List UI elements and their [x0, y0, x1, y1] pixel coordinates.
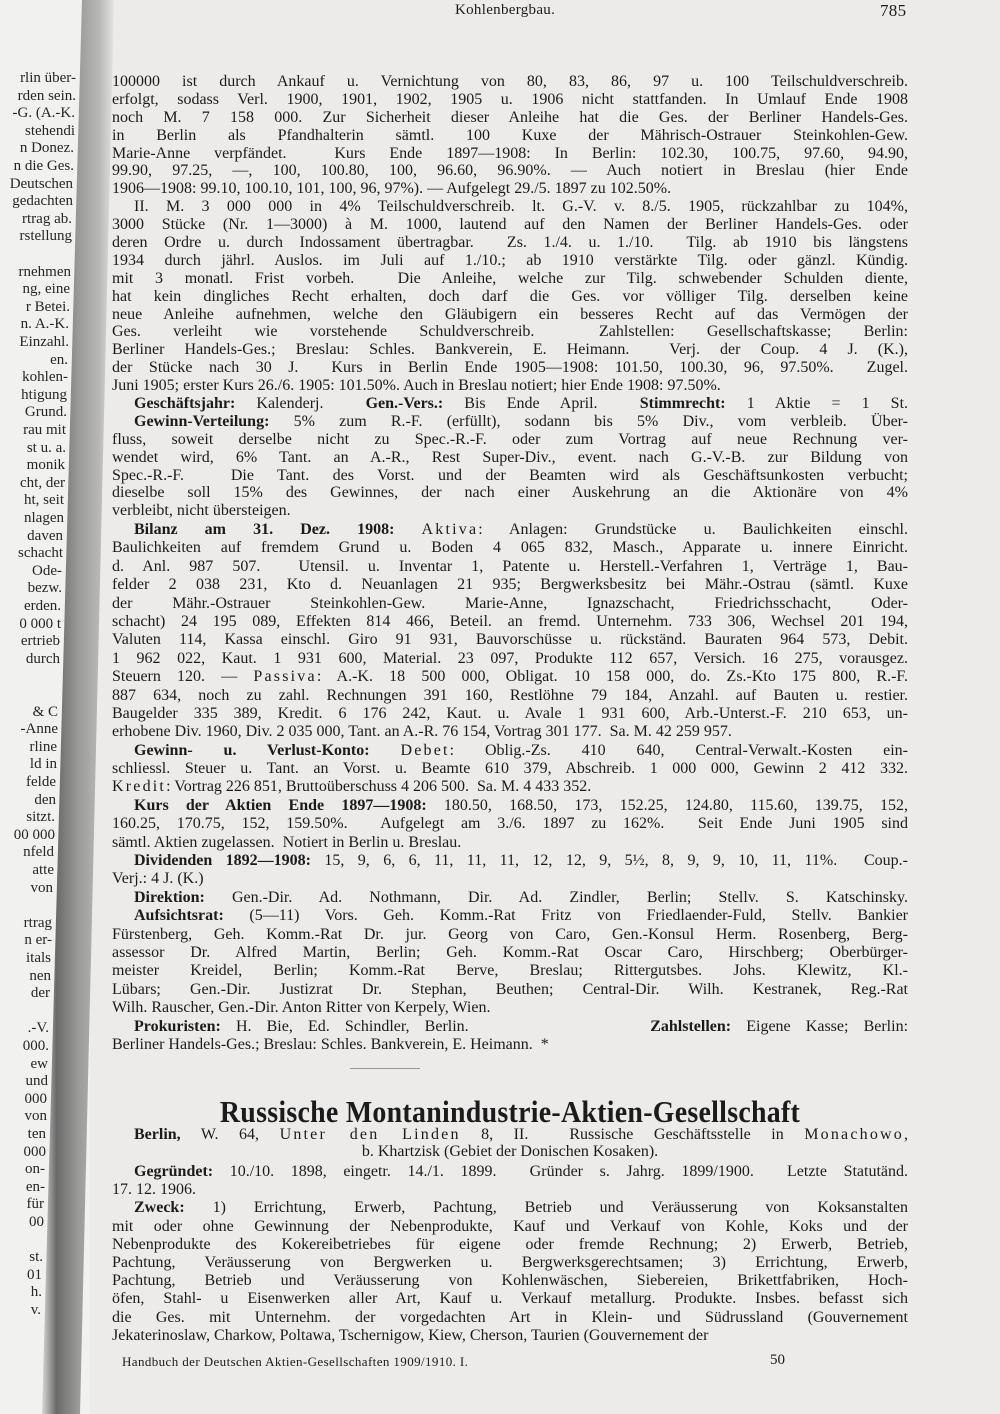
text-line — [112, 576, 908, 594]
field-label: Stimmrecht: — [639, 395, 726, 413]
text-line — [112, 127, 908, 145]
text-line — [112, 834, 908, 852]
text-line — [112, 1272, 908, 1290]
facing-page-fragment: ertrieb — [20, 633, 60, 650]
facing-page-fragment: stehendi — [25, 122, 75, 139]
text-line — [112, 613, 908, 631]
text-line — [112, 1327, 908, 1345]
text-segment: Passiva — [253, 668, 317, 686]
facing-page-fragment: rden sein. — [17, 87, 76, 104]
text-segment: Fürstenberg, Geh. Komm.-Rat Dr. jur. Georg von Caro, Gen.-Konsul Herm. Rosenberg, Berg- — [112, 925, 908, 943]
facing-page-fragment: en- — [25, 1178, 45, 1195]
text-segment: Pachtung, Veräusserung von Bergwerken u. Bergwerksgerechtsamen; 3) Errichtung, Erwerb, — [112, 1253, 908, 1271]
facing-page-fragment: von — [24, 1108, 47, 1125]
text-segment: 1934 durch jährl. Auslos. im Juli auf 1./10.; ab 1910 verstärkte Tilg. oder gänzl. Kündig. — [112, 251, 908, 269]
text-segment: 17. 12. 1906. — [112, 1181, 196, 1199]
facing-page-fragment: ng, eine — [22, 281, 70, 298]
text-line — [112, 631, 908, 649]
text-line — [112, 852, 908, 870]
text-line — [112, 595, 908, 613]
field-label: Gewinn- u. Verlust-Konto: — [134, 741, 370, 759]
text-line — [112, 395, 908, 413]
facing-page-fragment: st u. a. — [26, 439, 66, 456]
text-segment: Eigene Kasse; Berlin: — [731, 1017, 908, 1035]
text-line — [112, 668, 908, 686]
text-line — [112, 944, 908, 962]
text-segment: Kalenderj. — [235, 395, 366, 413]
text-line — [112, 1018, 908, 1036]
text-line — [112, 234, 908, 252]
text-line — [112, 359, 908, 377]
facing-page-fragment: rtrag ab. — [22, 210, 72, 227]
text-line — [112, 797, 908, 815]
text-segment: Gen.-Dir. Ad. Nothmann, Dir. Ad. Zindler, Berlin; Stellv. S. Katschinsky. — [204, 888, 908, 906]
text-line — [112, 323, 908, 341]
text-segment: 15, 9, 6, 6, 11, 11, 11, 12, 12, 9, 5½, 8, 9, 9, 10, 11, 11%. Coup.- — [310, 852, 908, 870]
text-segment: , — [904, 1126, 908, 1143]
facing-page-fragment: n die Ges. — [13, 158, 74, 174]
text-segment: Unter den Linden — [279, 1126, 461, 1143]
facing-page-fragment — [0, 1003, 50, 1021]
text-line — [112, 1290, 908, 1308]
text-line — [112, 687, 908, 705]
text-segment: verbleibt, nicht übersteigen. — [112, 502, 291, 520]
text-line — [112, 539, 908, 557]
facing-page-fragment: & C — [32, 703, 58, 720]
text-segment: Berliner Handels-Ges.; Breslau: Schles. Bankverein, E. Heimann. Verj. der Coup. 4 J. (K.), — [112, 341, 908, 359]
text-line — [112, 558, 908, 576]
text-line — [112, 252, 908, 270]
text-segment: : A.-K. 18 500 000, Obligat. 10 158 000, do. Zs.-Kto 175 800, R.-F. — [316, 668, 908, 686]
facing-page-fragment: sitzt. — [26, 809, 55, 826]
text-line — [112, 270, 908, 288]
field-label: Zahlstellen: — [650, 1017, 732, 1035]
text-segment: Pachtung, Betrieb und Veräusserung von Kohlenwäschen, Siebereien, Brikettfabriken, Hoch- — [112, 1272, 908, 1290]
text-segment: Nebenprodukte des Kokereibetriebes für eigene oder fremde Rechnung; 2) Erwerb, Betrieb, — [112, 1235, 908, 1253]
field-label: Aufsichtsrat: — [134, 907, 224, 925]
section-divider — [350, 1068, 420, 1069]
facing-page-fragment: rtrag — [23, 914, 52, 931]
facing-page-fragment: ht, seit — [24, 492, 64, 509]
facing-page-fragment: und — [25, 1073, 48, 1090]
facing-page-fragment: st. — [29, 1249, 43, 1266]
text-line — [112, 449, 908, 467]
text-segment: Jekaterinoslaw, Charkow, Poltawa, Tschernigow, Kiew, Cherson, Taurien (Gouvernement der — [112, 1326, 709, 1344]
field-label: Kurs der Aktien Ende 1897—1908: — [134, 796, 427, 814]
text-segment: Baulichkeiten auf fremdem Grund u. Boden 4 065 832, Masch., Apparate u. innere Einricht. — [112, 539, 908, 557]
text-line — [112, 1218, 908, 1236]
text-line — [112, 650, 908, 668]
facing-page-fragment: rnehmen — [18, 263, 71, 280]
text-segment: Valuten 114, Kassa einschl. Giro 91 931, Bauvorschüsse u. rückständ. Bauraten 964 573, Debit. — [112, 631, 908, 649]
facing-page-fragment: 01 — [27, 1266, 42, 1283]
text-line — [112, 1181, 908, 1199]
text-segment: W. 64, — [180, 1126, 280, 1143]
text-segment: (5—11) Vors. Geh. Komm.-Rat Fritz von Friedlaender-Fuld, Stellv. Bankier — [223, 907, 908, 925]
field-label: Prokuristen: — [134, 1017, 221, 1035]
text-segment: 1 Aktie = 1 St. — [725, 395, 908, 413]
field-label: Bilanz am 31. Dez. 1908: — [134, 521, 395, 538]
text-segment: d. Anl. 987 507. Utensil. u. Inventar 1, Patente u. Herstell.-Verfahren 1, Verträge 1, Bau- — [112, 557, 908, 575]
facing-page-fragment: 000 — [23, 1143, 46, 1160]
facing-page-fragment: felde — [26, 774, 56, 790]
text-segment: Bis Ende April. — [443, 395, 640, 413]
text-line — [112, 926, 908, 944]
text-line — [112, 431, 908, 449]
text-line — [112, 1254, 908, 1272]
text-segment: Monachowo — [804, 1126, 905, 1143]
field-label: Direktion: — [134, 888, 205, 906]
facing-page-fragment: schacht — [18, 545, 63, 562]
field-label: Gegründet: — [134, 1163, 214, 1180]
text-segment: der Mähr.-Ostrauer Steinkohlen-Gew. Marie-Anne, Ignazschacht, Friedrichsschacht, Oder- — [112, 594, 908, 612]
text-segment: 100000 ist durch Ankauf u. Vernichtung von 80, 83, 86, 97 u. 100 Teilschuldverschreib. — [112, 73, 908, 90]
text-line — [112, 1143, 908, 1160]
facing-page-fragment: gedachten — [12, 193, 73, 210]
facing-page-fragment: der — [30, 985, 50, 1002]
text-line — [112, 999, 908, 1017]
text-line — [112, 1236, 908, 1254]
text-segment: : Oblig.-Zs. 410 640, Central-Verwalt.-Kosten ein- — [449, 741, 908, 759]
text-segment: Kredit — [112, 778, 167, 796]
text-line — [112, 742, 908, 760]
company-address — [112, 1126, 908, 1160]
text-segment: 887 634, noch zu zahl. Rechnungen 391 160, Restlöhne 79 184, Anzahl. auf Bauten u. restier. — [112, 686, 908, 704]
text-line — [112, 1199, 908, 1217]
facing-page-fragment: 000. — [22, 1038, 49, 1054]
text-line — [112, 870, 908, 888]
text-line — [112, 502, 908, 520]
facing-page-fragment: cht, der — [20, 474, 65, 491]
text-segment: 99.90, 97.25, —, 100, 100.80, 100, 96.60, 96.90%. — Auch notiert in Breslau (hier Ende — [112, 162, 908, 180]
text-segment: erfolgt, sodass Verl. 1900, 1901, 1902, 1905 u. 1906 nicht stattfanden. In Umlauf Ende 1908 — [112, 90, 908, 108]
text-line — [112, 962, 908, 980]
facing-page-fragment: rau mit — [23, 422, 66, 438]
text-segment: Baugelder 335 389, Kredit. 6 176 242, Kaut. u. Avale 1 931 600, Arb.-Unterst.-F. 210 653, un- — [112, 704, 908, 722]
facing-page-fragment: 000 — [24, 1090, 47, 1107]
facing-page-fragment: daven — [27, 527, 63, 544]
text-segment: noch M. 7 158 000. Zur Sicherheit dieser Anleihe hat die Ges. der Berliner Handels-Ges. — [112, 108, 908, 126]
text-segment — [370, 742, 401, 759]
company-text-continued — [112, 73, 908, 520]
facing-page-fragment: bezw. — [27, 580, 62, 597]
text-segment: : Vortrag 226 851, Bruttoüberschuss 4 206 500. Sa. M. 4 433 352. — [166, 778, 592, 796]
facing-page-fragment: nlagen — [24, 510, 64, 526]
field-label: Gewinn-Verteilung: — [134, 412, 270, 430]
facing-page-fragment: monik — [26, 457, 65, 474]
signature-mark: 50 — [770, 1352, 785, 1368]
text-segment: meister Kreidel, Berlin; Komm.-Rat Berve, Breslau; Rittergutsbes. Johs. Klewitz, Kl.- — [112, 962, 908, 980]
text-segment: 1) Errichtung, Erwerb, Pachtung, Betrieb und Veräusserung von Koksanstalten — [184, 1199, 908, 1217]
text-line — [112, 73, 908, 91]
text-segment: Spec.-R.-F. Die Tant. des Vorst. und der Beamten wird als Geschäftsunkosten verbucht; — [112, 466, 908, 484]
text-line — [112, 145, 908, 163]
facing-page-fragment — [0, 246, 71, 264]
text-segment: Berliner Handels-Ges.; Breslau: Schles. Bankverein, E. Heimann. * — [112, 1035, 549, 1053]
facing-page-fragment: Deutschen — [9, 175, 73, 192]
text-line — [112, 306, 908, 324]
text-segment: schacht) 24 195 089, Effekten 814 466, Beteil. an fremd. Unternehm. 733 306, Wechsel 201 194, — [112, 612, 908, 630]
text-segment: Debet — [400, 741, 450, 759]
running-header: Kohlenbergbau. — [455, 2, 556, 18]
text-segment: Marie-Anne verpfändet. Kurs Ende 1897—1908: In Berlin: 102.30, 100.75, 97.60, 94.90, — [112, 144, 908, 162]
text-line — [112, 907, 908, 925]
facing-page-fragment: atte — [32, 862, 54, 878]
facing-page-fragment: en. — [50, 351, 68, 368]
text-segment: erhobene Div. 1960, Div. 2 035 000, Tant. an A.-R. 76 154, Vortrag 301 177. Sa. M. 42 259 957. — [112, 723, 732, 741]
text-line — [112, 180, 908, 198]
facing-page-fragment: rline — [29, 738, 57, 755]
text-line — [112, 1126, 908, 1143]
facing-page-fragment: itals — [26, 950, 51, 966]
field-label: Gen.-Vers.: — [365, 395, 444, 413]
facing-page-fragment: kohlen- — [22, 369, 68, 386]
text-line — [112, 981, 908, 999]
page-footer: Handbuch der Deutschen Aktien-Gesellschaften 1909/1910. I. — [122, 1354, 469, 1369]
facing-page-fragment: r Betei. — [25, 298, 70, 315]
page-number: 785 — [880, 1, 907, 20]
text-segment: 10./10. 1898, eingetr. 14./1. 1899. Gründer s. Jahrg. 1899/1900. Letzte Statutänd. — [213, 1163, 908, 1180]
facing-page-fragment: erden. — [23, 598, 61, 614]
facing-page-fragment: für — [26, 1196, 44, 1213]
facing-page-fragment: on- — [25, 1161, 45, 1178]
facing-page-fragment: den — [34, 791, 56, 808]
facing-page-fragment: n. A.-K. — [20, 316, 69, 333]
text-segment: sämtl. Aktien zugelassen. Notiert in Berlin u. Breslau. — [112, 833, 462, 851]
text-segment: in Berlin als Pfandhalterin sämtl. 100 Kuxe der Mährisch-Ostrauer Steinkohlen-Gew. — [112, 126, 908, 144]
text-line — [112, 778, 908, 796]
text-segment: wendet wird, 6% Tant. an A.-R., Rest Super-Div., event. nach G.-V.-B. zur Bildung von — [112, 448, 908, 466]
company-founding-and-purpose — [112, 1163, 908, 1345]
text-segment: deren Ordre u. durch Indossament übertragbar. Zs. 1./4. u. 1./10. Tilg. ab 1910 bis längstens — [112, 234, 908, 252]
text-segment: mit 3 monatl. Frist vorbeh. Die Anleihe, welche zur Tilg. schwebender Schulden diente, — [112, 269, 908, 287]
text-segment: der Stücke nach 30 J. Kurs in Berlin Ende 1905—1908: 101.50, 100.30, 96, 97.50%. Zugel. — [112, 359, 908, 377]
text-line — [112, 889, 908, 907]
balance-and-management-section — [112, 521, 908, 1054]
text-segment: fluss, soweit derselbe nicht zu Spec.-R.-F. oder zum Vortrag auf neue Rechnung ver- — [112, 430, 908, 448]
facing-page-fragment: rstellung — [19, 228, 72, 245]
field-label: Zweck: — [134, 1199, 185, 1217]
facing-page-fragment: durch — [25, 650, 60, 667]
facing-page-fragment: ten — [27, 1126, 46, 1142]
text-segment: 1906—1908: 99.10, 100.10, 101, 100, 96, 97%). — Aufgelegt 29./5. 1897 zu 102.50%. — [112, 180, 672, 198]
facing-page-fragment: 0 000 t — [19, 615, 61, 632]
text-line — [112, 109, 908, 127]
text-line — [112, 377, 908, 395]
text-segment: Lübars; Gen.-Dir. Justizrat Dr. Stephan, Beuthen; Central-Dir. Wilh. Kestranek, Reg.-Rat — [112, 980, 908, 998]
facing-page-fragment: Einzahl. — [19, 334, 69, 350]
text-line — [112, 760, 908, 778]
facing-page-fragment: htigung — [21, 386, 67, 403]
text-line — [112, 815, 908, 833]
text-segment: H. Bie, Ed. Schindler, Berlin. — [220, 1017, 651, 1035]
facing-page-fragment: h. — [30, 1284, 42, 1301]
facing-page-fragment — [0, 668, 59, 686]
text-segment: 180.50, 168.50, 173, 152.25, 124.80, 115.60, 139.75, 152, — [426, 796, 908, 814]
facing-page-fragment: 00 — [29, 1214, 44, 1230]
text-segment: 3000 Stücke (Nr. 1—3000) à M. 1000, lautend auf den Namen der Berliner Handels-Ges. oder — [112, 216, 908, 234]
text-segment: die Ges. mit Unternehm. der vorgedachten Art in Klein- und Südrussland (Gouvernement — [112, 1308, 908, 1326]
text-segment: 1 962 022, Kaut. 1 931 600, Material. 23 097, Produkte 112 657, Versich. 16 275, vorausgez. — [112, 649, 908, 667]
text-segment: dieselbe soll 15% des Gewinnes, der nach einer Auskehrung an die Aktionäre von 4% — [112, 484, 908, 502]
text-segment — [394, 521, 421, 538]
text-segment: II. M. 3 000 000 in 4% Teilschuldverschreib. lt. G.-V. v. 8./5. 1905, rückzahlbar zu 104%, — [134, 198, 908, 216]
facing-page-fragment: Ode- — [32, 562, 62, 579]
facing-page-fragment: -Anne — [20, 721, 58, 738]
text-segment: : Anlagen: Grundstücke u. Baulichkeiten einschl. — [478, 521, 908, 538]
company-title: Russische Montanindustrie-Aktien-Gesellschaft — [219, 1094, 801, 1129]
facing-page-fragment: 00 000 — [13, 826, 55, 843]
text-line — [112, 1163, 908, 1181]
text-segment: 8, II. Russische Geschäftsstelle in — [460, 1126, 805, 1143]
facing-page-fragment: Grund. — [24, 404, 67, 421]
facing-page-fragment — [0, 686, 59, 704]
facing-page-fragment: ld in — [29, 756, 57, 773]
field-label: Berlin, — [134, 1126, 181, 1143]
text-segment: Verj.: 4 J. (K.) — [112, 870, 204, 888]
text-line — [112, 341, 908, 359]
field-label: Geschäftsjahr: — [134, 395, 236, 413]
facing-page-fragment — [0, 897, 53, 915]
text-line — [112, 1309, 908, 1327]
text-line — [112, 162, 908, 180]
field-label: Dividenden 1892—1908: — [134, 852, 311, 870]
facing-page-fragments — [0, 0, 120, 1414]
text-line — [112, 91, 908, 109]
facing-page-fragment: v. — [30, 1302, 41, 1318]
text-line — [112, 705, 908, 723]
facing-page-fragment — [0, 1232, 43, 1250]
text-segment: Wilh. Rauscher, Gen.-Dir. Anton Ritter von Kerpely, Wien. — [112, 999, 491, 1017]
text-line — [112, 723, 908, 741]
text-segment: b. Khartzisk (Gebiet der Donischen Kosaken). — [361, 1143, 659, 1160]
text-line — [112, 413, 908, 431]
facing-page-fragment: rlin über- — [20, 70, 76, 86]
text-segment: Juni 1905; erster Kurs 26./6. 1905: 101.50%. Auch in Breslau notiert; hier Ende 1908: 97.50%. — [112, 377, 721, 395]
text-segment: 5% zum R.-F. (erfüllt), sodann bis 5% Div., vom verbleib. Über- — [269, 412, 908, 430]
text-segment: hat kein dingliches Recht erhalten, doch darf die Ges. vor völliger Tilg. derselben keine — [112, 287, 908, 305]
facing-page-fragment: ew — [30, 1055, 48, 1072]
facing-page-fragment: .-V. — [27, 1020, 49, 1037]
text-line — [112, 1036, 908, 1054]
facing-page-fragment: von — [30, 879, 53, 896]
text-segment: Ges. verleiht wie vorstehende Schuldverschreib. Zahlstellen: Gesellschaftskasse; Berlin: — [112, 323, 908, 341]
text-segment: 160.25, 170.75, 152, 159.50%. Aufgelegt am 3./6. 1897 zu 162%. Seit Ende Juni 1905 sind — [112, 815, 908, 833]
text-segment: felder 2 038 231, Kto d. Neuanlagen 21 935; Bergwerksbesitz bei Mähr.-Ostrau (sämtl. Kuxe — [112, 576, 908, 594]
text-line — [112, 198, 908, 216]
text-line — [112, 484, 908, 502]
facing-page-fragment: -G. (A.-K. — [12, 105, 75, 122]
facing-page-fragment: nfeld — [23, 844, 54, 861]
text-segment: assessor Dr. Alfred Martin, Berlin; Geh. Komm.-Rat Oscar Caro, Hirschberg; Oberbürger- — [112, 943, 908, 961]
text-line — [112, 521, 908, 539]
text-segment: öfen, Stahl- u Eisenwerken aller Art, Kauf u. Verkauf metallurg. Produkte. Insbes. befasst sich — [112, 1290, 908, 1308]
facing-page-fragment: n er- — [24, 932, 52, 949]
text-line — [112, 467, 908, 485]
text-line — [112, 288, 908, 306]
text-line — [112, 216, 908, 234]
facing-page-fragment: n Donez. — [19, 140, 74, 157]
text-segment: schliessl. Steuer u. Tant. an Vorst. u. Beamte 610 379, Abschreib. 1 000 000, Gewinn 2 412 332. — [112, 760, 908, 778]
facing-page-fragment: nen — [29, 967, 51, 984]
text-segment: mit oder ohne Gewinnung der Nebenprodukte, Kauf und Verkauf von Kohle, Koks und der — [112, 1217, 908, 1235]
text-segment: Steuern 120. — — [112, 668, 254, 686]
text-segment: neue Anleihe aufnehmen, welche den Gläubigern ein besseres Recht auf das Vermögen der — [112, 305, 908, 323]
text-segment: Aktiva — [421, 521, 479, 538]
